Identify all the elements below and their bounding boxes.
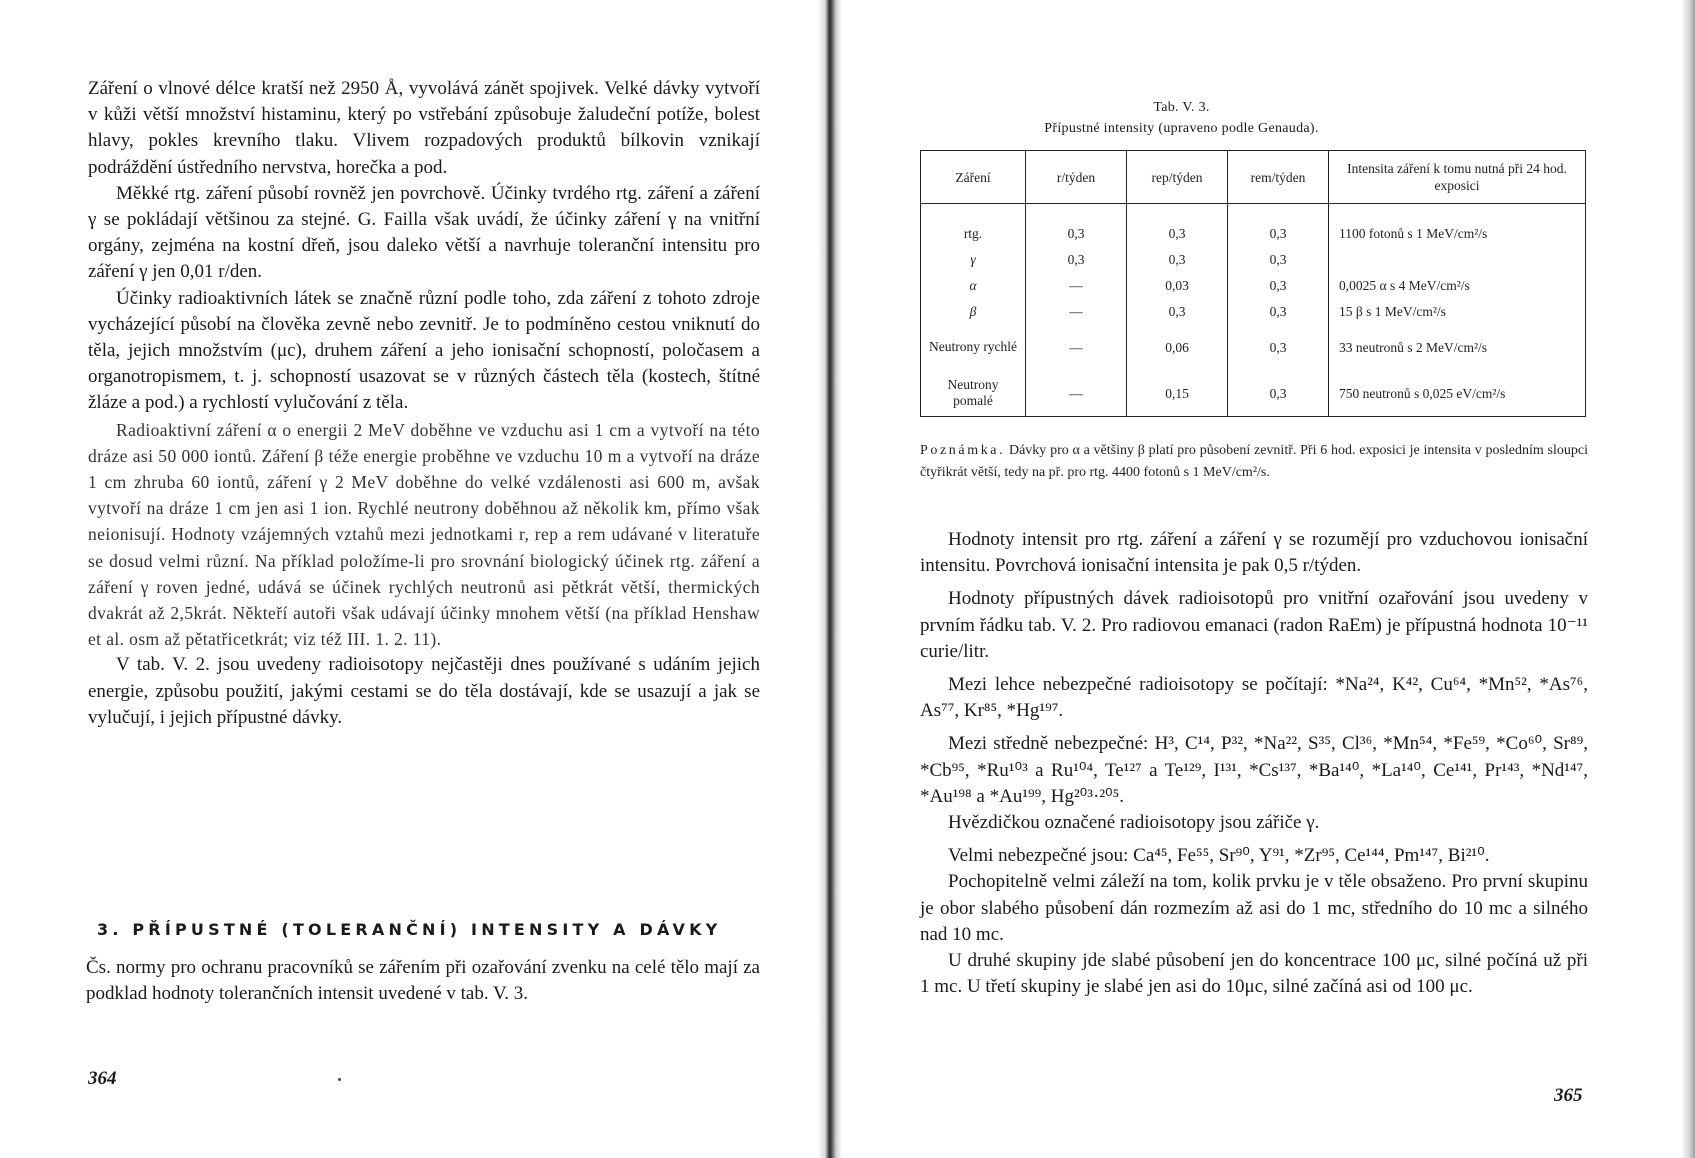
table-header: rep/týden	[1127, 151, 1228, 204]
page-edge	[1681, 0, 1695, 1158]
table-cell: 0,3	[1228, 370, 1329, 417]
table-cell: —	[1026, 272, 1127, 298]
paragraph: Záření o vlnové délce kratší než 2950 Å, vyvolává zánět spojivek. Velké dávky vytvoří v kůži větší množství histaminu, který po vstřebání způsobuje žaludeční potíže, bolest hlavy, pokles krevního tlaku. Vlivem rozpadových produktů bílkovin vznikají podráždění ústředního nervstva, horečka a pod.	[88, 78, 760, 178]
table-header: rem/týden	[1228, 151, 1329, 204]
table-label: Tab. V. 3.	[1153, 100, 1210, 115]
paragraph: Hodnoty přípustných dávek radioisotopů pro vnitřní ozařování jsou uvedeny v prvním řádku tab. V. 2. Pro radiovou emanaci (radon RaEm) je přípustná hodnota 10⁻¹¹ curie/litr.	[920, 588, 1588, 662]
note-label: Poznámka.	[920, 443, 1006, 458]
table-cell: 15 β s 1 MeV/cm²/s	[1329, 298, 1586, 324]
table-row	[921, 272, 1586, 298]
table-cell: 0,3	[1127, 298, 1228, 324]
table-cell: β	[921, 298, 1026, 324]
table-cell: 0,06	[1127, 324, 1228, 370]
print-speck	[338, 1078, 341, 1081]
book-gutter	[818, 0, 842, 1158]
table-header: Záření	[921, 151, 1026, 204]
page-number: 365	[1554, 1085, 1583, 1106]
table-cell: 0,3	[1228, 324, 1329, 370]
table-cell: γ	[921, 246, 1026, 272]
left-page	[0, 0, 818, 1158]
paragraph: V tab. V. 2. jsou uvedeny radioisotopy nejčastěji dnes používané s udáním jejich energie, způsobu použití, jakými cestami se do těla dostávají, kde se usazují a jak se vylučují, i jejich přípustné dávky.	[88, 654, 760, 728]
paragraph: Měkké rtg. záření působí rovněž jen povrchově. Účinky tvrdého rtg. záření a záření γ se pokládají většinou za stejné. G. Failla však uvádí, že účinky záření γ na vnitřní orgány, zejména na kostní dřeň, jsou daleko větší a navrhuje toleranční intensitu pro záření γ jen 0,01 r/den.	[88, 182, 760, 283]
paragraph: Hvězdičkou označené radioisotopy jsou zářiče γ.	[948, 812, 1320, 834]
table-row	[921, 324, 1586, 370]
table-cell: 0,3	[1026, 246, 1127, 272]
table-cell: 0,3	[1228, 298, 1329, 324]
table-header: Intensita záření k tomu nutná při 24 hod. exposici	[1329, 151, 1586, 204]
table-cell: Neutrony pomalé	[921, 370, 1026, 417]
table-header-row	[921, 151, 1586, 204]
section-heading: 3. PŘÍPUSTNÉ (TOLERANČNÍ) INTENSITY A DÁVKY	[97, 920, 722, 939]
table-cell: 750 neutronů s 0,025 eV/cm²/s	[1329, 370, 1586, 417]
table-cell: 33 neutronů s 2 MeV/cm²/s	[1329, 324, 1586, 370]
table-note	[920, 440, 1588, 484]
right-page	[842, 0, 1681, 1158]
table-header: r/týden	[1026, 151, 1127, 204]
table-cell: Neutrony rychlé	[921, 324, 1026, 370]
paragraph: U druhé skupiny jde slabé působení jen do koncentrace 100 μc, silné počíná už při 1 mc. U třetí skupiny je slabé jen asi do 10μc, silné začíná asi od 100 μc.	[920, 950, 1588, 998]
table-row	[921, 298, 1586, 324]
paragraph: Mezi lehce nebezpečné radioisotopy se počítají: *Na²⁴, K⁴², Cu⁶⁴, *Mn⁵², *As⁷⁶, As⁷⁷, Kr⁸⁵, *Hg¹⁹⁷.	[920, 674, 1588, 722]
paragraph: Hodnoty intensit pro rtg. záření a záření γ se rozumějí pro vzduchovou ionisační intensitu. Povrchová ionisační intensita je pak 0,5 r/týden.	[920, 529, 1588, 577]
table-row	[921, 246, 1586, 272]
table-caption: Přípustné intensity (upraveno podle Genauda).	[1044, 121, 1319, 136]
table-row	[921, 370, 1586, 417]
table-cell: 1100 fotonů s 1 MeV/cm²/s	[1329, 204, 1586, 247]
table-cell: 0,3	[1127, 204, 1228, 247]
table-cell: rtg.	[921, 204, 1026, 247]
tolerance-table	[920, 150, 1586, 417]
paragraph: Účinky radioaktivních látek se značně různí podle toho, zda záření z tohoto zdroje vycházející působí na člověka zevně nebo zevnitř. Je to podmíněno cestou vniknutí do těla, jejich množstvím (μc), druhem záření a jeho ionisační schopností, poločasem a organotropismem, t. j. schopností usazovat se v různých částech těla (kostech, štítné žláze a pod.) a rychlostí vylučování z těla.	[88, 287, 760, 414]
table-cell: —	[1026, 370, 1127, 417]
paragraph: Radioaktivní záření α o energii 2 MeV doběhne ve vzduchu asi 1 cm a vytvoří na této dráze asi 50 000 iontů. Záření β téže energie proběhne ve vzduchu 10 m a vytvoří na dráze 1 cm zhruba 60 iontů, záření γ 2 MeV doběhne do velké vzdálenosti asi 600 m, avšak vytvoří na dráze 1 cm jen asi 1 ion. Rychlé neutrony doběhnou až několik km, přímo však neionisují. Hodnoty vzájemných vztahů mezi jednotkami r, rep a rem udávané v literatuře se dosud velmi různí. Na příklad položíme-li pro srovnání biologický účinek rtg. záření a záření γ roven jedné, udává se účinek rychlých neutronů asi pětkrát větší, thermických dvakrát až 2,5krát. Někteří autoři však udávají účinky mnohem větší (na příklad Henshaw et al. osm až pětatřicetkrát; viz též III. 1. 2. 11).	[88, 419, 760, 650]
table-cell: 0,3	[1026, 204, 1127, 247]
table-cell	[1329, 246, 1586, 272]
paragraph: Mezi středně nebezpečné: H³, C¹⁴, P³², *Na²², S³⁵, Cl³⁶, *Mn⁵⁴, *Fe⁵⁹, *Co⁶⁰, Sr⁸⁹, *Cb⁹⁵, *Ru¹⁰³ a Ru¹⁰⁴, Te¹²⁷ a Te¹²⁹, I¹³¹, *Cs¹³⁷, *Ba¹⁴⁰, *La¹⁴⁰, Ce¹⁴¹, Pr¹⁴³, *Nd¹⁴⁷, *Au¹⁹⁸ a *Au¹⁹⁹, Hg²⁰³·²⁰⁵.	[920, 733, 1588, 807]
table-cell: 0,3	[1228, 246, 1329, 272]
paragraph: Velmi nebezpečné jsou: Ca⁴⁵, Fe⁵⁵, Sr⁹⁰, Y⁹¹, *Zr⁹⁵, Ce¹⁴⁴, Pm¹⁴⁷, Bi²¹⁰.	[948, 845, 1490, 867]
table-cell: —	[1026, 324, 1127, 370]
page-number: 364	[88, 1068, 117, 1089]
table-row	[921, 204, 1586, 247]
paragraph: Pochopitelně velmi záleží na tom, kolik prvku je v těle obsaženo. Pro první skupinu je obor slabého působení dán rozmezím až asi do 1 mc, středního do 10 mc a silného nad 10 mc.	[920, 871, 1588, 945]
right-body-text	[920, 527, 1588, 1000]
left-bottom-text	[86, 955, 760, 1007]
table-cell: 0,03	[1127, 272, 1228, 298]
paragraph: Čs. normy pro ochranu pracovníků se zářením při ozařování zvenku na celé tělo mají za podklad hodnoty tolerančních intensit uvedené v tab. V. 3.	[86, 957, 760, 1005]
table-cell: —	[1026, 298, 1127, 324]
table-cell: 0,3	[1228, 204, 1329, 247]
table-cell: 0,15	[1127, 370, 1228, 417]
left-body-text	[88, 76, 760, 731]
table-cell: α	[921, 272, 1026, 298]
table-cell: 0,3	[1127, 246, 1228, 272]
table-cell: 0,3	[1228, 272, 1329, 298]
note-text: Dávky pro α a většiny β platí pro působení zevnitř. Při 6 hod. exposici je intensita v posledním sloupci čtyřikrát větší, tedy na př. pro rtg. 4400 fotonů s 1 MeV/cm²/s.	[920, 443, 1589, 480]
table-cell: 0,0025 α s 4 MeV/cm²/s	[1329, 272, 1586, 298]
